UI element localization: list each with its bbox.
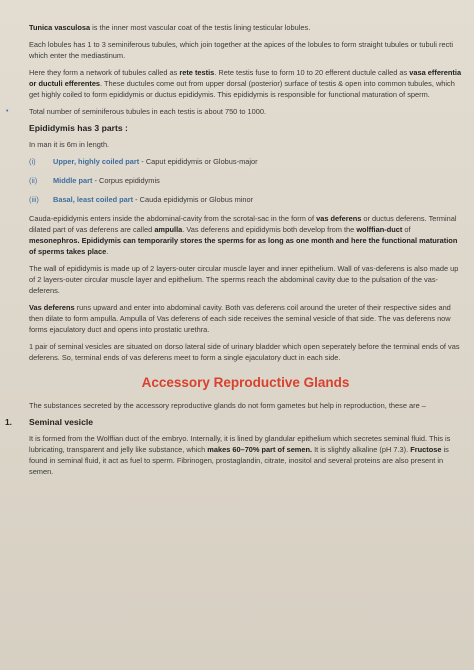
term-vas-deferens: vas deferens xyxy=(316,214,362,223)
page-content xyxy=(5,22,462,483)
paragraph-lobules: Each lobules has 1 to 3 seminiferous tubules, which join together at the apices of the lobules to form straight tubules or tubuli recti which enter the mediastinum. xyxy=(29,40,453,60)
paragraph-seminal-vesicles: 1 pair of seminal vesicles are situated on dorso lateral side of urinary bladder which open seperately before the terminal ends of vas deferens. So, terminal ends of vas deferens meet to form a single ejaculatory duct in each side. xyxy=(29,342,460,362)
paragraph-rete-testis: Here they form a network of tubules called as rete testis. Rete testis fuse to form 10 to 20 efferent ductule called as vasa efferentia or ductuli efferentes. These ductules come out from upper dorsal (posterior) surface of testis & open into common tubules, which get highly coiled to form epididymis or ductus epididymis. This epididymis is responsible for functional maturation of sperm. xyxy=(29,68,462,99)
epididymis-part-1: (i) Upper, highly coiled part - Caput epididymis or Globus-major xyxy=(29,157,258,166)
term-vas-deferens-2: Vas deferens xyxy=(29,303,75,312)
term-rete-testis: rete testis xyxy=(179,68,215,77)
epididymis-part-2: (ii) Middle part - Corpus epididymis xyxy=(29,176,160,185)
paragraph-tunica: Tunica vasculosa is the inner most vascular coat of the testis lining testicular lobules. xyxy=(29,23,311,32)
paragraph-tubule-count: • Total number of seminiferous tubules in each testis is about 750 to 1000. xyxy=(6,107,267,116)
term-semen-share: makes 60–70% part of semen. xyxy=(207,445,313,454)
term-mesonephros: mesonephros. Epididymis can temporarily stores the sperms for as long as one month and here the functional maturation of sperms takes place xyxy=(29,236,458,256)
epididymis-length: In man it is 6m in length. xyxy=(29,140,110,149)
term-tunica-vasculosa: Tunica vasculosa xyxy=(29,23,91,32)
term-vasa-efferentia: vasa efferentia or ductuli efferentes xyxy=(29,68,462,88)
item-heading: Seminal vesicle xyxy=(29,417,94,427)
epididymis-heading: Epididymis has 3 parts : xyxy=(29,123,128,133)
term-fructose: Fructose xyxy=(410,445,442,454)
section-intro: The substances secreted by the accessory reproductive glands do not form gametes but help in reproduction, these are – xyxy=(29,401,426,410)
section-title: Accessory Reproductive Glands xyxy=(141,375,350,390)
item-number: 1. xyxy=(5,417,12,427)
term-wolffian-duct: wolffian-duct xyxy=(356,225,403,234)
item-body: It is formed from the Wolffian duct of the embryo. Internally, it is lined by glandular epithelium which secretes seminal fluid. This is lubricating, transparent and jelly like substance, which makes 60–70% part of semen. It is slightly alkaline (pH 7.3). Fructose is found in seminal fluid, it act as fuel to sperm. Fibrinogen, prostaglandin, citrate, inositol and several proteins are also present in semen. xyxy=(29,434,451,476)
term-ampulla: ampulla xyxy=(154,225,183,234)
bullet-icon: • xyxy=(6,108,9,115)
epididymis-part-3: (iii) Basal, least coiled part - Cauda epididymis or Globus minor xyxy=(29,195,254,204)
paragraph-wall: The wall of epididymis is made up of 2 layers-outer circular muscle layer and inner epithelium. Wall of vas-deferens is also made up of 2 layers-outer circular muscle layer and epithelium. The sperms reach the abdominal cavity due to the pulsation of the vas-deferens. xyxy=(29,264,459,295)
item-seminal-vesicle xyxy=(5,417,462,477)
paragraph-vas-deferens: Vas deferens runs upward and enter into abdominal cavity. Both vas deferens coil around the ureter of their respective sides and then dilate to form ampulla. Ampulla of Vas deferens of each side receives the seminal vesicle of that side. The vas deferens now forms ejaculatory duct and opens into prostatic urethra. xyxy=(29,303,451,334)
paragraph-cauda: Cauda-epididymis enters inside the abdominal-cavity from the scrotal-sac in the form of vas deferens or ductus deferens. Terminal dilated part of vas deferens are called ampulla. Vas deferens and epididymis both develop from the wolffian-duct of mesonephros. Epididymis can temporarily stores the sperms for as long as one month and here the functional maturation of sperms takes place. xyxy=(29,214,458,256)
